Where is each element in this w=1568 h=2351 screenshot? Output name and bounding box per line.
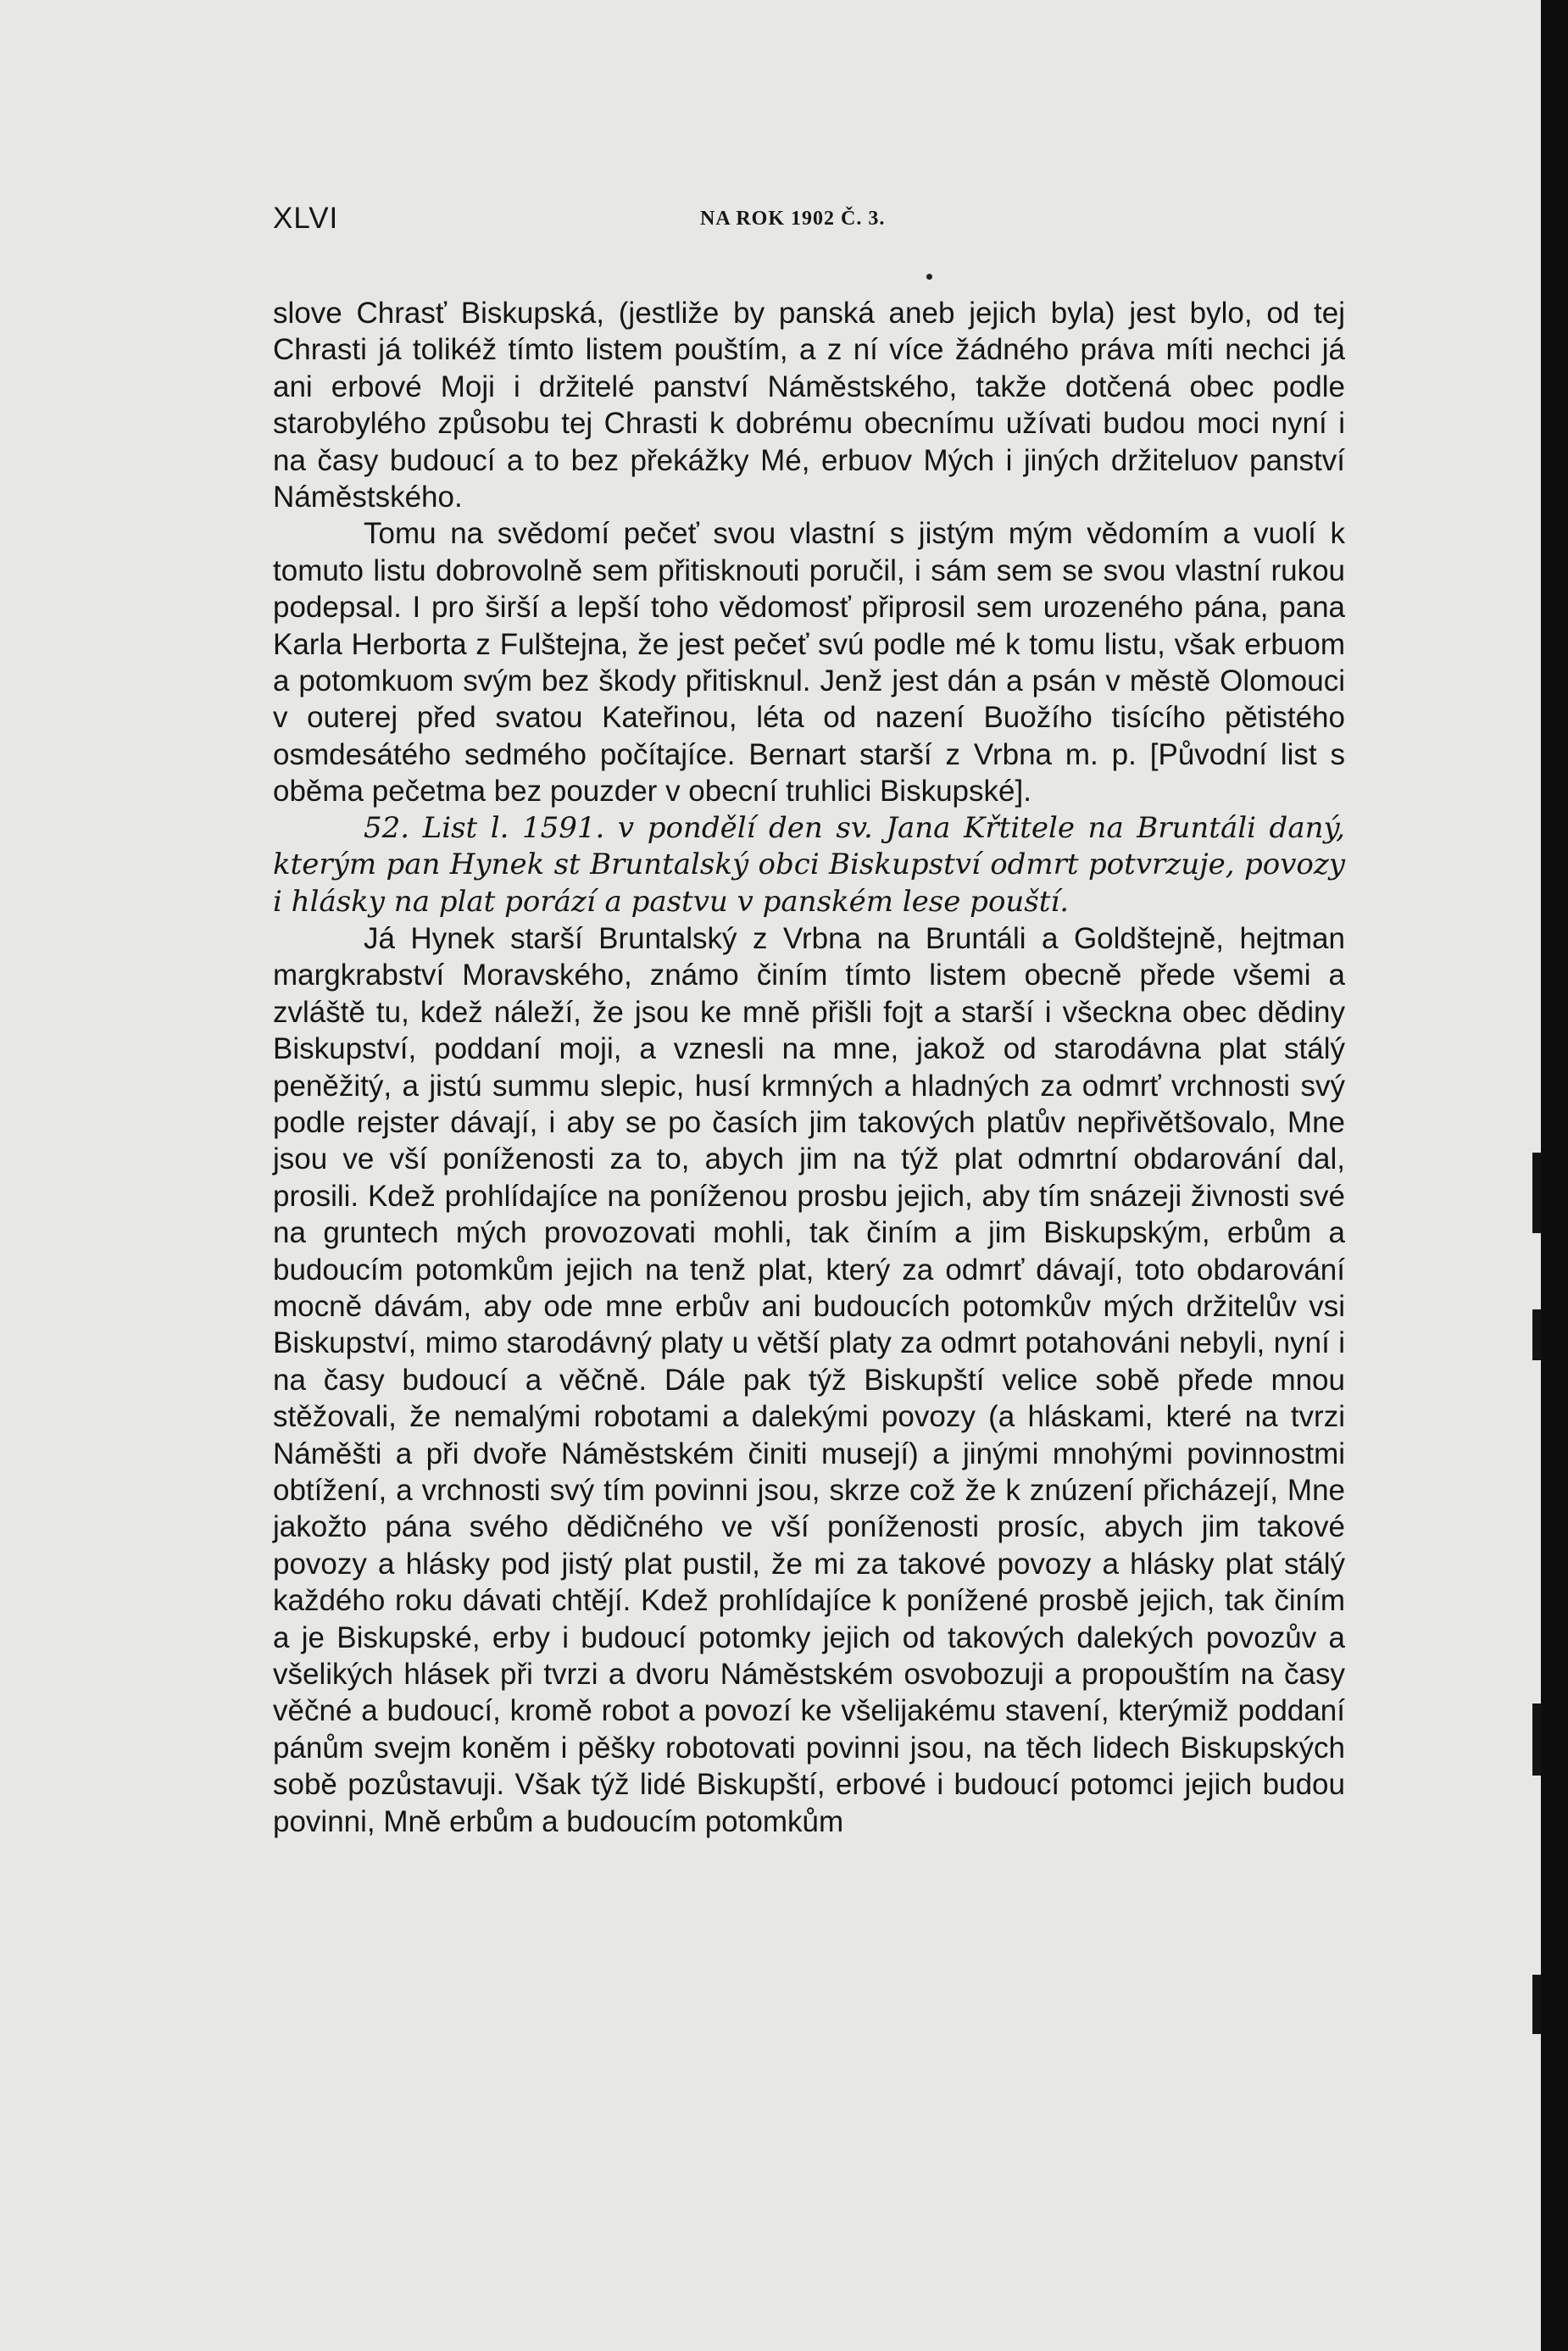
- paragraph-continuation: slove Chrasť Biskupská, (jestliže by panská aneb jejich byla) jest bylo, od tej Chrasti já tolikéž tímto listem pouštím, a z ní více žádného práva míti nechci já ani erbové Moji i držitelé panství Náměstského, takže dotčená obec podle starobylého způsobu tej Chrasti k dobrému obecnímu užívati budou moci nyní i na časy budoucí a to bez překážky Mé, erbuov Mých i jiných držiteluov panství Náměstského.: [273, 297, 1345, 514]
- scan-edge-mark: [1532, 1704, 1541, 1776]
- page-number: XLVI: [273, 202, 339, 235]
- scan-edge-mark: [1532, 1309, 1541, 1360]
- running-title: NA ROK 1902 Č. 3.: [700, 208, 886, 230]
- paragraph-charter-text: Já Hynek starší Bruntalský z Vrbna na Bruntáli a Goldštejně, hejtman margkrabství Moravského, známo činím tímto listem obecně přede všemi a zvláště tu, kdež náleží, že jsou ke mně přišli fojt a starší i všeckna obec dědiny Biskupství, poddaní moji, a vznesli na mne, jakož od starodávna plat stálý peněžitý, a jistú summu slepic, husí krmných a hladných za odmrť vrchnosti svý podle rejster dávají, i aby se po časích jim takových platův nepřivětšovalo, Mne jsou ve vší poníženosti za to, abych jim na týž plat odmrtní obdarování dal, prosili. Kdež prohlídajíce na poníženou prosbu jejich, aby tím snázeji živnosti své na gruntech mých provozovati mohli, tak činím a jim Biskupským, erbům a budoucím potomkům jejich na tenž plat, který za odmrť dávají, toto obdarování mocně dávám, aby ode mne erbův ani budoucích potomkův mých držitelův vsi Biskupství, mimo starodávný platy u větší platy za odmrt potahováni nebyli, nyní i na časy budoucí a věčně. Dále pak týž Biskupští velice sobě přede mnou stěžovali, že nemalými robotami a dalekými povozy (a hláskami, které na tvrzi Náměšti a při dvoře Náměstském činiti musejí) a jinými mnohými povinnostmi obtížení, a vrchnosti svý tím povinni jsou, skrze což že k znúzení přicházejí, Mne jakožto pána svého dědičného ve vší poníženosti prosíc, abych jim takové povozy a hlásky pod jistý plat pustil, že mi za takové povozy a hlásky plat stálý každého roku dávati chtějí. Kdež prohlídajíce k ponížené prosbě jejich, tak činím a je Biskupské, erby i budoucí potomky jejich od takových dalekých povozův a všelikých hlásek při tvrzi a dvoru Náměstském osvobozuji a propouštím na časy věčné a budoucí, kromě robot a povozí ke všelijakému stavení, kterýmiž poddaní pánům svejm koněm i pěšky robotovati povinni jsou, na těch lidech Biskupských sobě pozůstavuji. Však týž lidé Biskupští, erbové i budoucí potomci jejich budou povinni, Mně erbům a budoucím potomkům: [273, 921, 1345, 1838]
- page-header: [273, 202, 1324, 244]
- body-text: [273, 295, 1345, 1840]
- document-heading-52: 52. List l. 1591. v pondělí den sv. Jana Křtitele na Bruntáli daný, kterým pan Hynek st Bruntalský obci Biskupství odmrt potvrzuje, povozy i hlásky na plat porází a pastvu v panském lese pouští.: [273, 810, 1345, 919]
- scan-edge-mark: [1532, 1153, 1541, 1233]
- ink-speck: [926, 274, 932, 280]
- paragraph-seal-clause: Tomu na svědomí pečeť svou vlastní s jistým mým vědomím a vuolí k tomuto listu dobrovolně sem přitisknouti poručil, i sám sem se svou vlastní rukou podepsal. I pro širší a lepší toho vědomosť připrosil sem urozeného pána, pana Karla Herborta z Fulštejna, že jest pečeť svú podle mé k tomu listu, však erbuom a potomkuom svým bez škody přitisknul. Jenž jest dán a psán v městě Olomouci v outerej před svatou Kateřinou, léta od nazení Buožího tisícího pětistého osmdesátého sedmého počítajíce. Bernart starší z Vrbna m. p. [Původní list s oběma pečetma bez pouzder v obecní truhlici Biskupské].: [273, 517, 1345, 809]
- scan-edge-mark: [1532, 1975, 1541, 2034]
